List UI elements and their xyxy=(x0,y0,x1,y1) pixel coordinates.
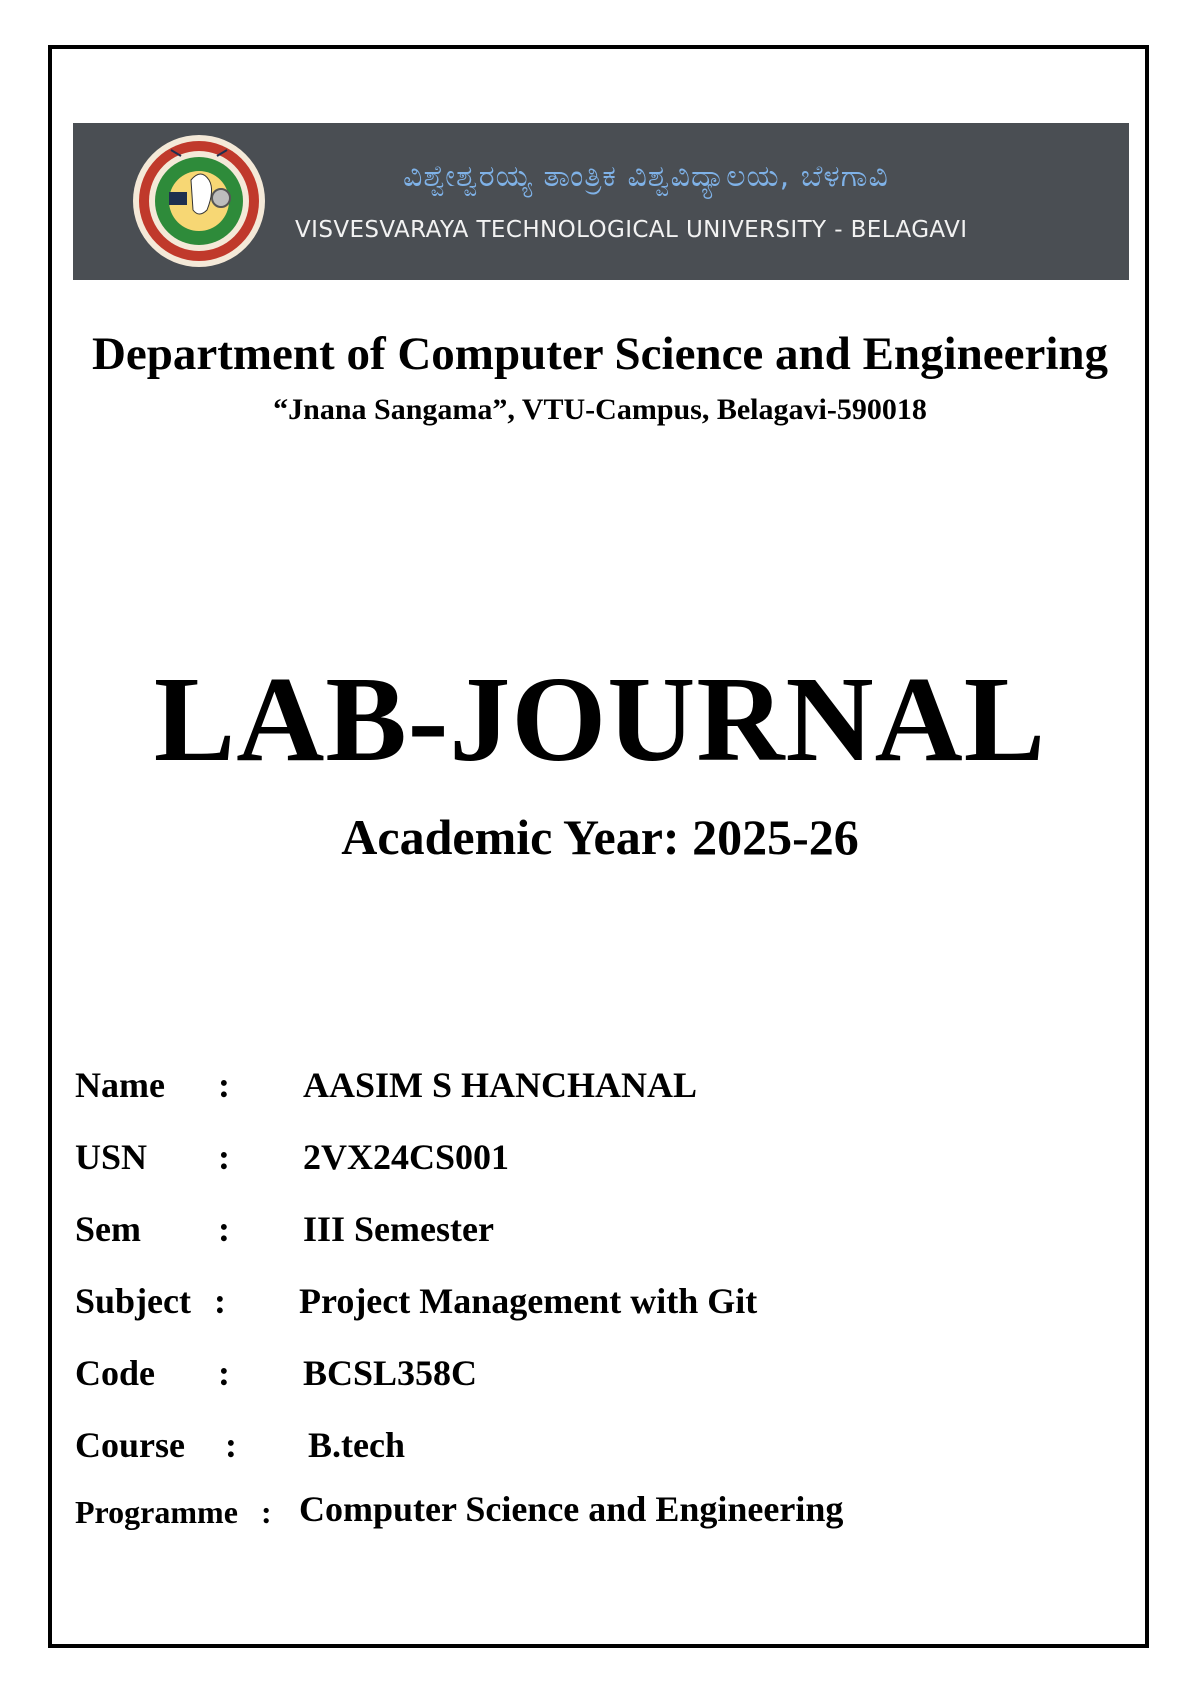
university-banner xyxy=(73,123,1129,280)
detail-separator: : xyxy=(214,1281,226,1321)
university-seal-icon xyxy=(131,132,267,270)
detail-value: Computer Science and Engineering xyxy=(299,1489,844,1529)
detail-value: B.tech xyxy=(308,1425,405,1465)
detail-separator: : xyxy=(261,1494,272,1530)
detail-label: Name xyxy=(75,1065,165,1105)
detail-value: BCSL358C xyxy=(303,1353,478,1393)
detail-label: Sem xyxy=(75,1209,141,1249)
detail-value: 2VX24CS001 xyxy=(303,1137,510,1177)
university-name-english: VISVESVARAYA TECHNOLOGICAL UNIVERSITY - BELAGAVI xyxy=(295,217,968,243)
detail-separator: : xyxy=(225,1425,237,1465)
detail-value: Project Management with Git xyxy=(299,1281,758,1321)
detail-label: Subject xyxy=(75,1281,191,1321)
department-name: Department of Computer Science and Engineering xyxy=(91,328,1109,380)
detail-label: Course xyxy=(75,1425,185,1465)
detail-label: USN xyxy=(75,1137,148,1177)
detail-separator: : xyxy=(218,1353,230,1393)
detail-separator: : xyxy=(218,1065,230,1105)
detail-label: Programme xyxy=(75,1494,238,1530)
detail-value: III Semester xyxy=(303,1209,494,1249)
detail-value: AASIM S HANCHANAL xyxy=(303,1065,698,1105)
academic-year: Academic Year: 2025-26 xyxy=(341,809,859,865)
detail-label: Code xyxy=(75,1353,155,1393)
university-name-kannada: ವಿಶ್ವೇಶ್ವರಯ್ಯ ತಾಂತ್ರಿಕ ವಿಶ್ವವಿದ್ಯಾಲಯ, ಬೆಳಗಾವಿ xyxy=(403,159,889,194)
detail-separator: : xyxy=(218,1209,230,1249)
document-title: LAB-JOURNAL xyxy=(153,652,1047,787)
detail-separator: : xyxy=(218,1137,230,1177)
department-address: “Jnana Sangama”, VTU-Campus, Belagavi-590018 xyxy=(273,393,927,426)
